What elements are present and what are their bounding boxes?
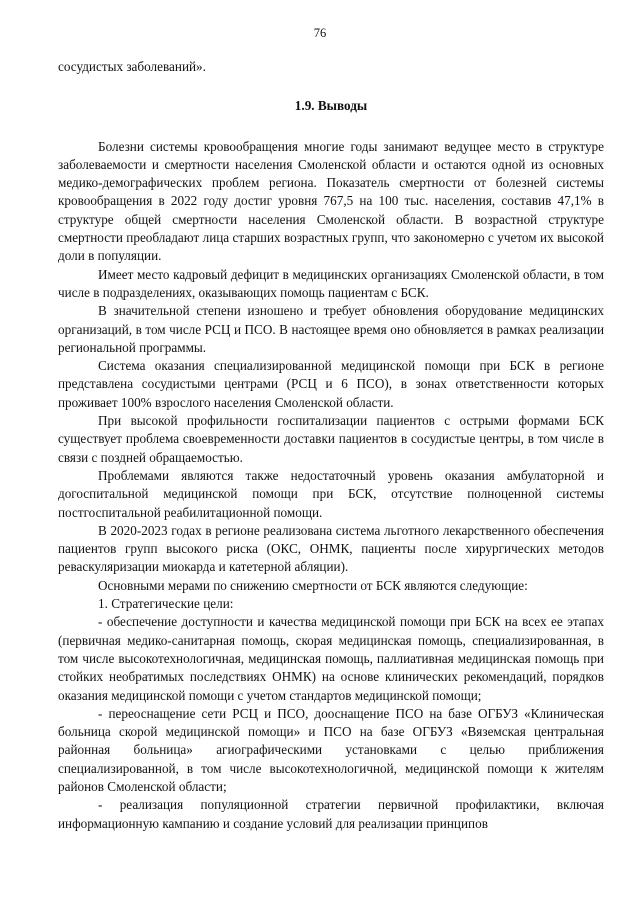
paragraph-2: Имеет место кадровый дефицит в медицинских организациях Смоленской области, в том числе в подразделениях, оказывающих помощь пациентам с БСК. [58, 266, 604, 300]
paragraph-4: Система оказания специализированной медицинской помощи при БСК в регионе представлена сосудистыми центрами (РСЦ и 6 ПСО), в зонах ответственности которых проживает 100% взрослого населения Смоленской области. [58, 358, 604, 410]
paragraph-3: В значительной степени изношено и требует обновления оборудование медицинских организаций, в том числе РСЦ и ПСО. В настоящее время оно обновляется в рамках реализации региональной программы. [58, 303, 604, 355]
list-item-2: - переоснащение сети РСЦ и ПСО, дооснащение ПСО на базе ОГБУЗ «Клиническая больница скорой медицинской помощи» и ПСО на базе ОГБУЗ «Вяземская центральная районная больница» агиографическими установками с целью приближения специализированной, в том числе высокотехнологичной, медицинской помощи к жителям районов Смоленской области; [58, 705, 604, 794]
paragraph-6: Проблемами являются также недостаточный уровень оказания амбулаторной и догоспитальной медицинской помощи при БСК, отсутствие полноценной системы постгоспитальной реабилитационной помощи. [58, 467, 604, 520]
paragraph-1: Болезни системы кровообращения многие годы занимают ведущее место в структуре заболеваемости и смертности населения Смоленской области и остаются одной из основных медико-демографических проблем региона. Показатель смертности от болезней системы кровообращения в 2022 году достиг уровня 767,5 на 100 тыс. населения, составив 47,1% в структуре общей смертности населения Смоленской области. В возрастной структуре смертности преобладают лица старших возрастных групп, что закономерно с учетом их высокой доли в популяции. [58, 138, 604, 264]
list-item-1: - обеспечение доступности и качества медицинской помощи при БСК на всех ее этапах (первичная медико-санитарная помощь, скорая медицинская помощь, специализированная, в том числе высокотехнологичная, медицинская помощь, паллиативная медицинская помощь при стойких необратимых последствиях ОНМК) на основе клинических рекомендаций, порядков оказания медицинской помощи с учетом стандартов медицинской помощи; [58, 614, 604, 703]
continuation-text: сосудистых заболеваний». [58, 59, 206, 74]
page-number: 76 [313, 26, 327, 40]
list-heading: 1. Стратегические цели: [98, 596, 234, 612]
paragraph-7: В 2020-2023 годах в регионе реализована система льготного лекарственного обеспечения пациентов групп высокого риска (ОКС, ОНМК, пациенты после хирургических методов реваскуляризации миокарда и катетерной абляции). [58, 522, 604, 575]
paragraph-5: При высокой профильности госпитализации пациентов с острыми формами БСК существует проблема своевременности доставки пациентов в сосудистые центры, в том числе в связи с поздней обращаемостью. [58, 413, 604, 465]
paragraph-8: Основными мерами по снижению смертности от БСК являются следующие: [98, 577, 528, 593]
page-content [58, 58, 604, 833]
section-title: 1.9. Выводы [294, 98, 368, 114]
list-item-3: - реализация популяционной стратегии первичной профилактики, включая информационную кампанию и создание условий для реализации принципов [58, 797, 604, 831]
